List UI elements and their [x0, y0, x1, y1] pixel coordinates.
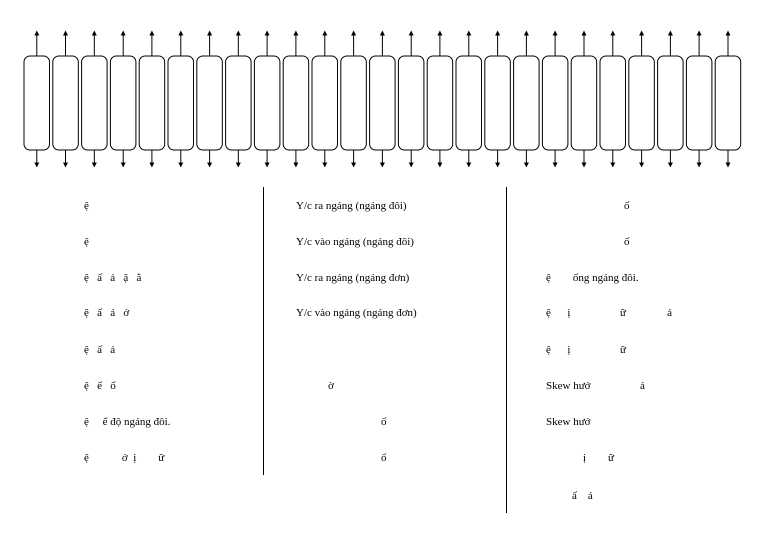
- barrier-box: [715, 56, 741, 150]
- barrier-box: [427, 56, 453, 150]
- barrier-box: [658, 56, 684, 150]
- left-row-5: ệ ấ ả: [84, 344, 116, 356]
- barrier-unit: [168, 33, 194, 165]
- middle-row-1: Y/c ra ngáng (ngáng đôi): [296, 200, 407, 212]
- barrier-unit: [53, 33, 79, 165]
- barrier-unit: [571, 33, 597, 165]
- barrier-unit: [139, 33, 165, 165]
- barrier-unit: [427, 33, 453, 165]
- barrier-unit: [456, 33, 482, 165]
- right-row-3: ệ ống ngáng đôi.: [546, 272, 639, 284]
- barrier-unit: [226, 33, 252, 165]
- barrier-box: [398, 56, 424, 150]
- left-row-7: ệ ể độ ngáng đôi.: [84, 416, 171, 428]
- barrier-unit: [398, 33, 424, 165]
- barrier-box: [110, 56, 135, 150]
- barrier-unit: [514, 33, 540, 165]
- barrier-box: [686, 56, 712, 150]
- right-row-2: ố: [624, 236, 630, 248]
- barrier-box: [168, 56, 194, 150]
- barrier-box: [456, 56, 482, 150]
- right-row-8: ị ữ: [583, 452, 615, 464]
- barrier-unit: [110, 33, 135, 165]
- barrier-unit: [312, 33, 338, 165]
- right-row-9: ấ ả: [572, 490, 593, 502]
- middle-row-2: Y/c vào ngáng (ngáng đôi): [296, 236, 414, 248]
- barrier-box: [254, 56, 280, 150]
- barrier-unit: [82, 33, 108, 165]
- left-row-4: ệ ấ ả ở: [84, 307, 130, 319]
- barrier-unit: [254, 33, 280, 165]
- barrier-unit: [686, 33, 712, 165]
- barrier-box: [197, 56, 223, 150]
- barrier-box: [24, 56, 50, 150]
- barrier-unit: [600, 33, 626, 165]
- barrier-unit: [370, 33, 396, 165]
- barrier-box: [571, 56, 597, 150]
- right-row-1: ố: [624, 200, 630, 212]
- barrier-unit: [341, 33, 367, 165]
- left-row-6: ệ ế ố: [84, 380, 116, 392]
- barrier-box: [370, 56, 396, 150]
- middle-row-7: ố: [381, 416, 387, 428]
- barrier-unit: [715, 33, 741, 165]
- middle-row-3: Y/c ra ngáng (ngáng đơn): [296, 272, 410, 284]
- right-row-6: Skew hướ ả: [546, 380, 645, 392]
- barrier-unit: [629, 33, 655, 165]
- right-row-7: Skew hướ: [546, 416, 591, 428]
- left-row-3: ệ ấ ả ặ ằ: [84, 272, 142, 284]
- middle-row-4: Y/c vào ngáng (ngáng đơn): [296, 307, 417, 319]
- barrier-units: [24, 33, 741, 165]
- left-row-1: ệ: [84, 200, 89, 212]
- barrier-box: [341, 56, 367, 150]
- barrier-box: [139, 56, 165, 150]
- middle-row-6: ờ: [328, 380, 334, 392]
- barrier-box: [542, 56, 568, 150]
- barrier-box: [53, 56, 79, 150]
- barrier-unit: [197, 33, 223, 165]
- barrier-box: [283, 56, 309, 150]
- barrier-box: [600, 56, 626, 150]
- barrier-box: [226, 56, 252, 150]
- barrier-unit: [658, 33, 684, 165]
- left-row-2: ệ: [84, 236, 89, 248]
- middle-row-8: ố: [381, 452, 387, 464]
- barrier-box: [82, 56, 108, 150]
- barrier-unit: [485, 33, 511, 165]
- barrier-unit: [283, 33, 309, 165]
- barrier-unit: [24, 33, 50, 165]
- barrier-box: [312, 56, 338, 150]
- barrier-box: [485, 56, 511, 150]
- right-row-4: ệ ị ữ ả: [546, 307, 673, 319]
- barrier-unit: [542, 33, 568, 165]
- right-row-5: ệ ị ữ: [546, 344, 626, 356]
- column-divider-right: [506, 187, 507, 513]
- barrier-box: [629, 56, 655, 150]
- barrier-box: [514, 56, 540, 150]
- left-row-8: ệ ở ị ữ: [84, 452, 165, 464]
- column-divider-left: [263, 187, 264, 475]
